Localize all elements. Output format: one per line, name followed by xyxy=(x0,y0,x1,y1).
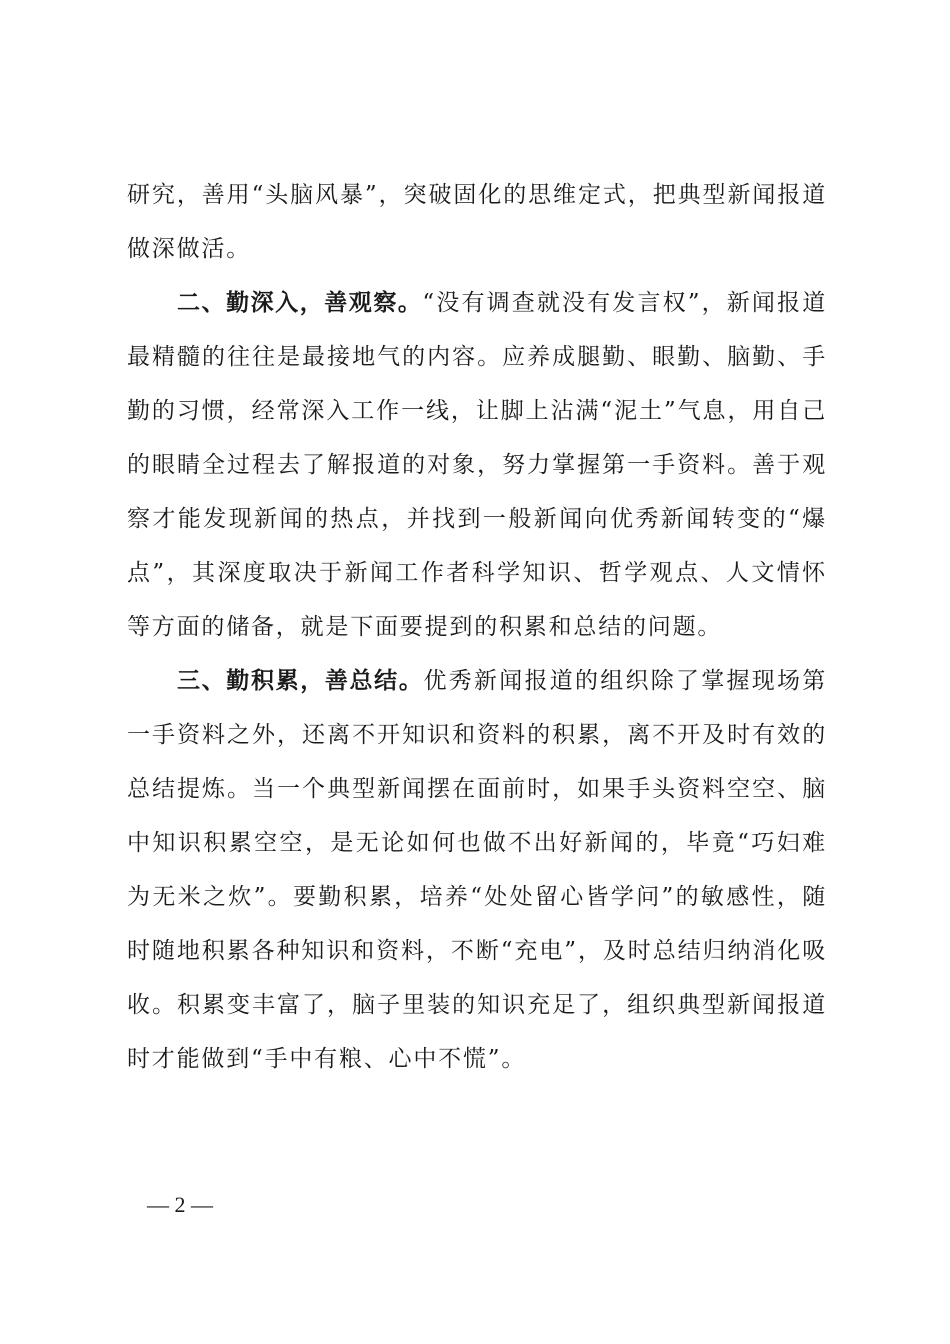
document-body xyxy=(127,168,827,1086)
paragraph-section-two xyxy=(127,276,827,654)
page-number: — 2 — xyxy=(147,1192,213,1217)
paragraph-continuation xyxy=(127,168,827,276)
paragraph-section-three xyxy=(127,654,827,1086)
section-heading-three: 三、勤积累，善总结。 xyxy=(177,668,424,694)
paragraph-text: “没有调查就没有发言权”，新闻报道最精髓的往往是最接地气的内容。应养成腿勤、眼勤、脑勤、手勤的习惯，经常深入工作一线，让脚上沾满“泥土”气息，用自己的眼睛全过程去了解报道的对象，努力掌握第一手资料。善于观察才能发现新闻的热点，并找到一般新闻向优秀新闻转变的“爆点”，其深度取决于新闻工作者科学知识、哲学观点、人文情怀等方面的储备，就是下面要提到的积累和总结的问题。 xyxy=(127,290,827,640)
section-heading-two: 二、勤深入，善观察。 xyxy=(177,290,423,316)
paragraph-text: 优秀新闻报道的组织除了掌握现场第一手资料之外，还离不开知识和资料的积累，离不开及时有效的总结提炼。当一个典型新闻摆在面前时，如果手头资料空空、脑中知识积累空空，是无论如何也做不出好新闻的，毕竟“巧妇难为无米之炊”。要勤积累，培养“处处留心皆学问”的敏感性，随时随地积累各种知识和资料，不断“充电”，及时总结归纳消化吸收。积累变丰富了，脑子里装的知识充足了，组织典型新闻报道时才能做到“手中有粮、心中不慌”。 xyxy=(127,668,827,1072)
paragraph-text: 研究，善用“头脑风暴”，突破固化的思维定式，把典型新闻报道做深做活。 xyxy=(127,182,827,262)
